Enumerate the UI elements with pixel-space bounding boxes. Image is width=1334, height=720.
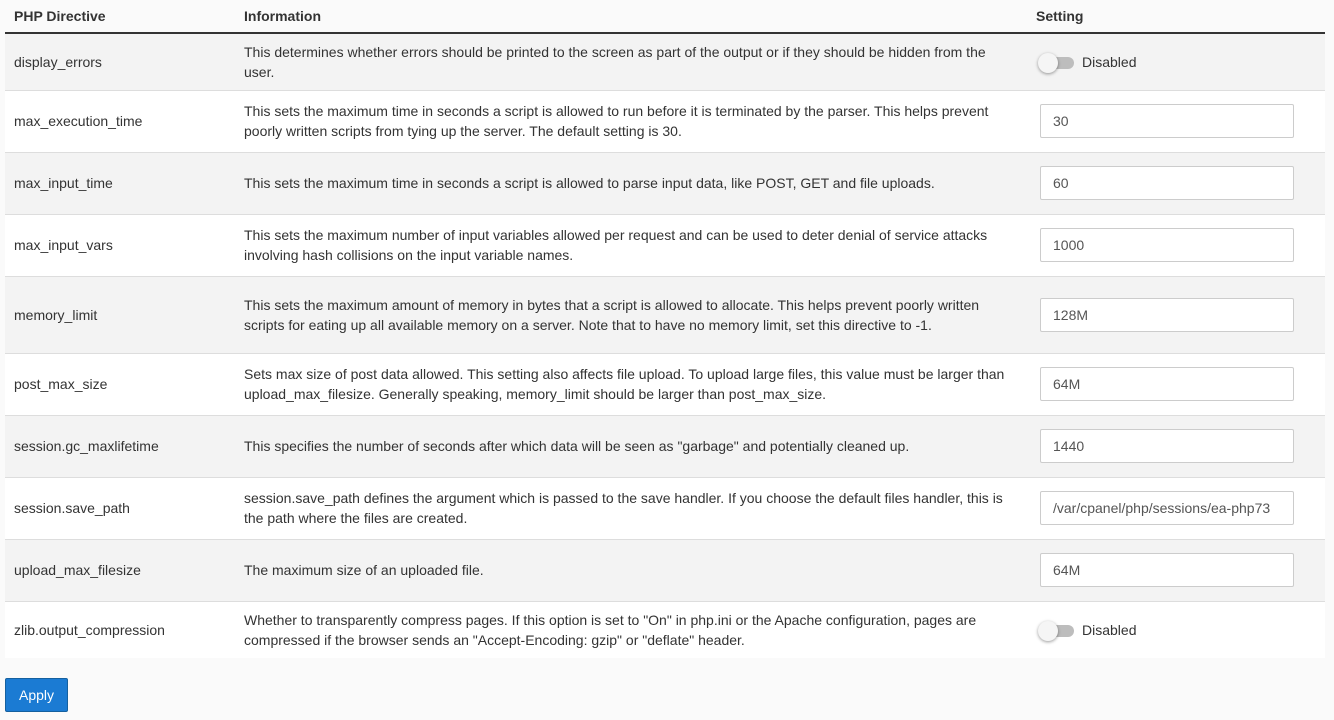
- session-save-path-input[interactable]: [1040, 491, 1294, 525]
- directive-setting: [1027, 214, 1325, 276]
- php-directives-table: [5, 0, 1325, 658]
- directive-setting: [1027, 152, 1325, 214]
- zlib-output-compression-toggle-label: Disabled: [1082, 621, 1137, 638]
- table-row: [5, 214, 1325, 276]
- directive-setting: [1027, 415, 1325, 477]
- directive-setting: [1027, 276, 1325, 353]
- table-row: [5, 33, 1325, 90]
- toggle-knob: [1038, 621, 1058, 641]
- table-header-row: [5, 0, 1325, 33]
- directive-info: This determines whether errors should be printed to the screen as part of the output or if they should be hidden from the user.: [235, 33, 1027, 90]
- display-errors-toggle-label: Disabled: [1082, 53, 1137, 70]
- memory-limit-input[interactable]: [1040, 298, 1294, 332]
- directive-name: memory_limit: [5, 276, 235, 353]
- directive-setting: [1027, 539, 1325, 601]
- directive-name: upload_max_filesize: [5, 539, 235, 601]
- directive-info: This sets the maximum time in seconds a script is allowed to run before it is terminated by the parser. This helps prevent poorly written scripts from tying up the server. The default setting is 30.: [235, 90, 1027, 152]
- directive-name: zlib.output_compression: [5, 601, 235, 658]
- directive-name: session.gc_maxlifetime: [5, 415, 235, 477]
- table-row: [5, 90, 1325, 152]
- directive-setting: [1027, 601, 1325, 658]
- apply-button[interactable]: Apply: [5, 678, 68, 712]
- directive-info: The maximum size of an uploaded file.: [235, 539, 1027, 601]
- directive-setting: [1027, 90, 1325, 152]
- directive-info: Sets max size of post data allowed. This setting also affects file upload. To upload large files, this value must be larger than upload_max_filesize. Generally speaking, memory_limit should be larger than post_max_size.: [235, 353, 1027, 415]
- header-setting: Setting: [1027, 0, 1325, 33]
- directive-name: max_input_time: [5, 152, 235, 214]
- directive-name: max_input_vars: [5, 214, 235, 276]
- table-row: [5, 152, 1325, 214]
- display-errors-toggle[interactable]: [1038, 52, 1074, 72]
- max-execution-time-input[interactable]: [1040, 104, 1294, 138]
- table-row: [5, 601, 1325, 658]
- directive-setting: [1027, 33, 1325, 90]
- max-input-vars-input[interactable]: [1040, 228, 1294, 262]
- max-input-time-input[interactable]: [1040, 166, 1294, 200]
- table-row: [5, 415, 1325, 477]
- upload-max-filesize-input[interactable]: [1040, 553, 1294, 587]
- directive-setting: [1027, 477, 1325, 539]
- directive-name: max_execution_time: [5, 90, 235, 152]
- display-errors-toggle-group: [1038, 52, 1317, 72]
- toggle-knob: [1038, 53, 1058, 73]
- table-row: [5, 353, 1325, 415]
- directive-setting: [1027, 353, 1325, 415]
- directive-info: session.save_path defines the argument which is passed to the save handler. If you choose the default files handler, this is the path where the files are created.: [235, 477, 1027, 539]
- header-information: Information: [235, 0, 1027, 33]
- php-options-panel: [5, 0, 1325, 658]
- directive-info: This sets the maximum number of input variables allowed per request and can be used to deter denial of service attacks involving hash collisions on the input variable names.: [235, 214, 1027, 276]
- directive-name: display_errors: [5, 33, 235, 90]
- table-row: [5, 477, 1325, 539]
- zlib-output-compression-toggle[interactable]: [1038, 620, 1074, 640]
- directive-name: post_max_size: [5, 353, 235, 415]
- session-gc-maxlifetime-input[interactable]: [1040, 429, 1294, 463]
- directive-info: This specifies the number of seconds after which data will be seen as "garbage" and potentially cleaned up.: [235, 415, 1027, 477]
- zlib-output-compression-toggle-group: [1038, 620, 1317, 640]
- directive-info: This sets the maximum time in seconds a script is allowed to parse input data, like POST, GET and file uploads.: [235, 152, 1027, 214]
- directive-info: This sets the maximum amount of memory in bytes that a script is allowed to allocate. This helps prevent poorly written scripts for eating up all available memory on a server. Note that to have no memory limit, set this directive to -1.: [235, 276, 1027, 353]
- table-row: [5, 539, 1325, 601]
- directive-info: Whether to transparently compress pages. If this option is set to "On" in php.ini or the Apache configuration, pages are compressed if the browser sends an "Accept-Encoding: gzip" or "deflate" header.: [235, 601, 1027, 658]
- directive-name: session.save_path: [5, 477, 235, 539]
- header-php-directive: PHP Directive: [5, 0, 235, 33]
- table-row: [5, 276, 1325, 353]
- post-max-size-input[interactable]: [1040, 367, 1294, 401]
